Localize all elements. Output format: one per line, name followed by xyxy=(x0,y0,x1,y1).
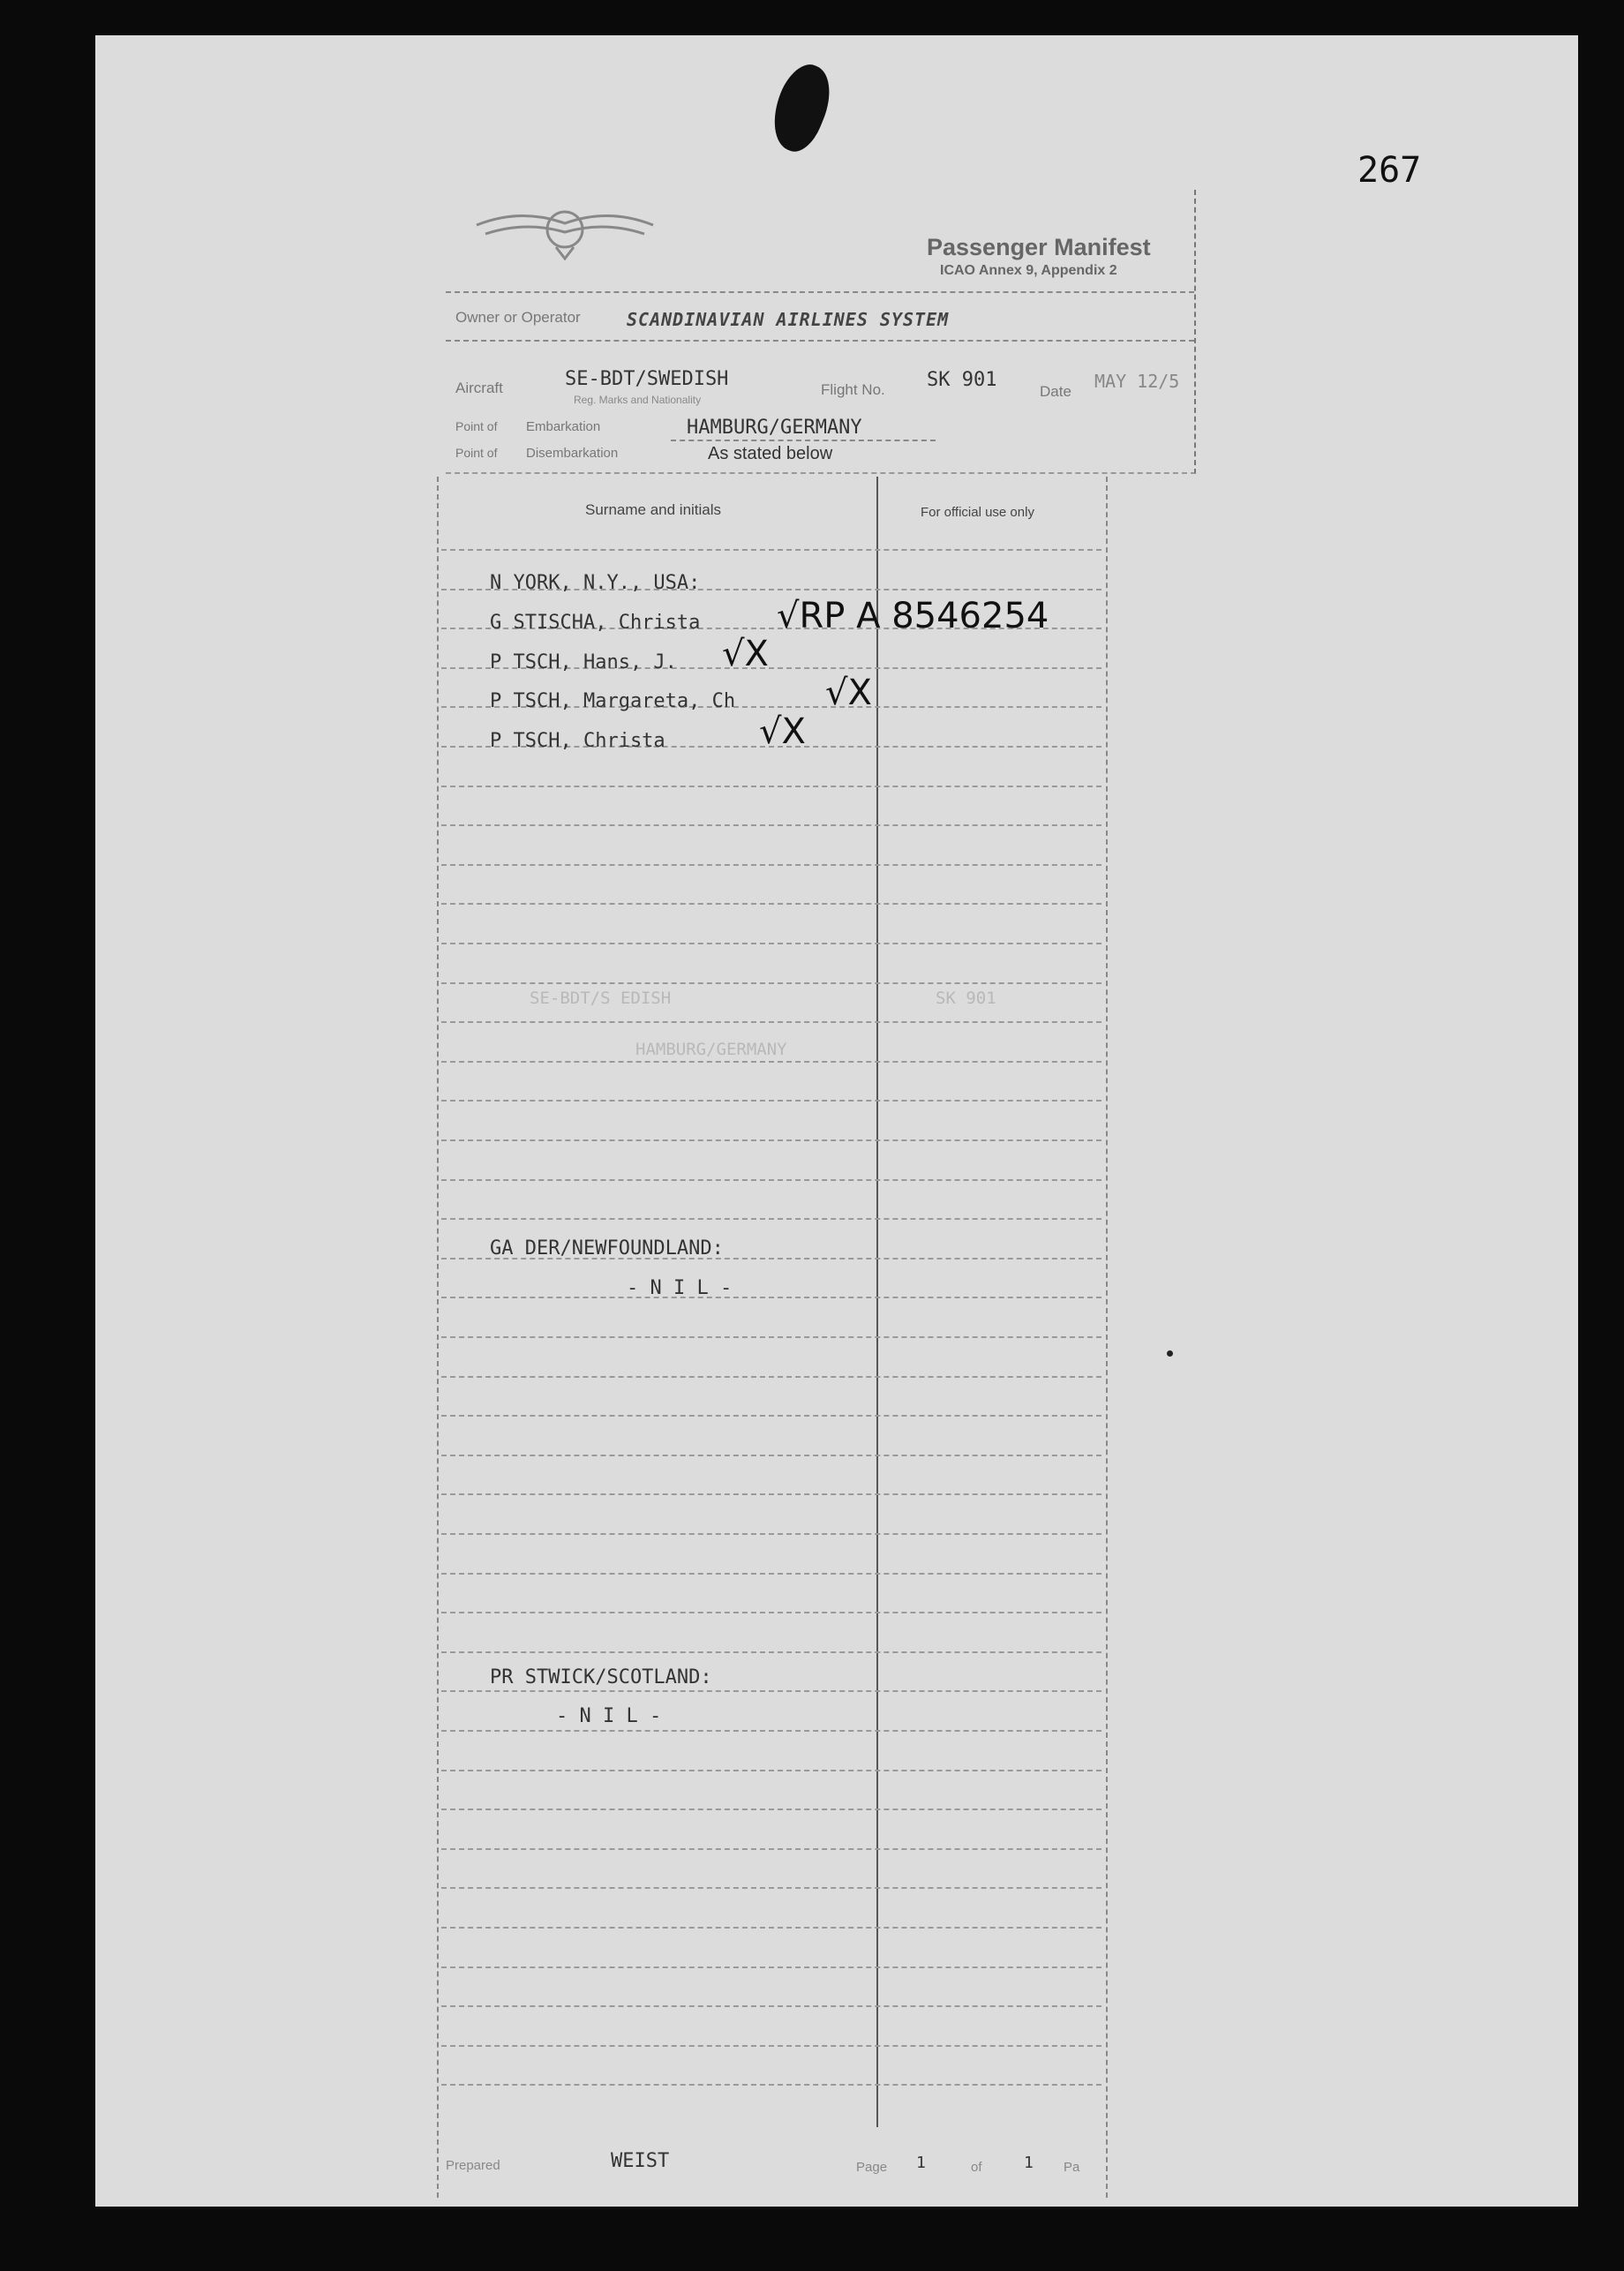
of-label: of xyxy=(971,2160,982,2175)
entry-passenger-4: P TSCH, Christa xyxy=(490,730,665,752)
table-rule xyxy=(441,1061,1101,1063)
table-rule xyxy=(441,1809,1101,1810)
table-rule xyxy=(441,1927,1101,1929)
table-rule xyxy=(441,1770,1101,1771)
flight-label: Flight No. xyxy=(821,381,885,398)
table-rule xyxy=(441,549,1101,551)
embark-underline xyxy=(671,440,936,441)
header-divider xyxy=(446,291,1194,293)
prepared-value: WEIST xyxy=(611,2150,670,2172)
operator-divider xyxy=(446,340,1194,342)
table-rule xyxy=(441,1612,1101,1613)
manifest-title: Passenger Manifest xyxy=(927,234,1151,260)
table-rule xyxy=(441,2045,1101,2047)
aircraft-label: Aircraft xyxy=(455,380,503,396)
entry-passenger-2: P TSCH, Hans, J. xyxy=(490,651,677,673)
stray-dot xyxy=(1167,1350,1173,1357)
entry-passenger-1: G STISCHA, Christa xyxy=(490,612,701,634)
table-rule xyxy=(441,1179,1101,1181)
operator-value: SCANDINAVIAN AIRLINES SYSTEM xyxy=(627,309,950,330)
table-rule xyxy=(441,1100,1101,1102)
table-rule xyxy=(441,824,1101,826)
table-rule xyxy=(441,1139,1101,1141)
manifest-subtitle: ICAO Annex 9, Appendix 2 xyxy=(940,263,1117,278)
table-rule xyxy=(441,1848,1101,1850)
pages-label: Pa xyxy=(1064,2160,1080,2175)
ghost-text-flight: SK 901 xyxy=(936,989,996,1008)
embark-label-a: Point of xyxy=(455,419,498,433)
aircraft-value: SE-BDT/SWEDISH xyxy=(565,368,729,390)
ghost-text-embark: HAMBURG/GERMANY xyxy=(635,1040,787,1059)
table-rule xyxy=(441,1651,1101,1653)
table-rule xyxy=(441,1415,1101,1417)
table-rule xyxy=(441,1533,1101,1535)
table-rule xyxy=(441,903,1101,905)
table-rule xyxy=(441,1455,1101,1456)
section-gander-value: - N I L - xyxy=(627,1277,733,1299)
embark-value: HAMBURG/GERMANY xyxy=(687,417,862,439)
entry-passenger-3-mark: √X xyxy=(825,673,872,713)
table-rule xyxy=(441,1730,1101,1732)
section-gander-heading: GA DER/NEWFOUNDLAND: xyxy=(490,1237,724,1260)
date-value: MAY 12/5 xyxy=(1094,371,1180,392)
table-rule xyxy=(441,1573,1101,1575)
embark-label: Embarkation xyxy=(526,419,601,434)
airline-logo-icon xyxy=(468,199,662,260)
table-rule xyxy=(441,982,1101,984)
table-rule xyxy=(441,1021,1101,1023)
entry-destination-newyork: N YORK, N.Y., USA: xyxy=(490,572,701,594)
date-label: Date xyxy=(1040,383,1071,400)
table-rule xyxy=(441,1218,1101,1220)
table-rule xyxy=(441,1336,1101,1338)
table-rule xyxy=(441,2084,1101,2086)
disembark-value: As stated below xyxy=(708,444,833,463)
of-value: 1 xyxy=(1024,2154,1034,2172)
table-rule xyxy=(441,1297,1101,1298)
flight-value: SK 901 xyxy=(927,369,997,391)
disembark-label: Disembarkation xyxy=(526,446,619,461)
table-rule xyxy=(441,864,1101,866)
disembark-label-a: Point of xyxy=(455,446,498,460)
col-header-official: For official use only xyxy=(921,505,1034,520)
table-rule xyxy=(441,2005,1101,2007)
operator-label: Owner or Operator xyxy=(455,309,581,326)
table-rule xyxy=(441,786,1101,787)
section-prestwick-heading: PR STWICK/SCOTLAND: xyxy=(490,1666,712,1688)
column-divider xyxy=(876,477,878,2127)
table-rule xyxy=(441,1887,1101,1889)
table-rule xyxy=(441,1493,1101,1495)
page-value: 1 xyxy=(916,2154,926,2172)
ghost-text-aircraft: SE-BDT/S EDISH xyxy=(530,989,672,1008)
col-header-surname: Surname and initials xyxy=(585,501,722,518)
table-rule xyxy=(441,1966,1101,1968)
entry-passenger-2-mark: √X xyxy=(722,634,769,674)
table-rule xyxy=(441,943,1101,944)
table-rule xyxy=(441,1376,1101,1378)
prepared-label: Prepared xyxy=(446,2158,500,2173)
aircraft-sublabel: Reg. Marks and Nationality xyxy=(574,394,702,406)
entry-passenger-1-mark: √RP A 8546254 xyxy=(777,596,1049,636)
entry-passenger-3: P TSCH, Margareta, Ch xyxy=(490,690,736,712)
page-label: Page xyxy=(856,2160,888,2175)
section-prestwick-value: - N I L - xyxy=(556,1705,662,1727)
table-rule xyxy=(441,1690,1101,1692)
page-number: 267 xyxy=(1357,150,1422,191)
entry-passenger-4-mark: √X xyxy=(759,711,806,752)
